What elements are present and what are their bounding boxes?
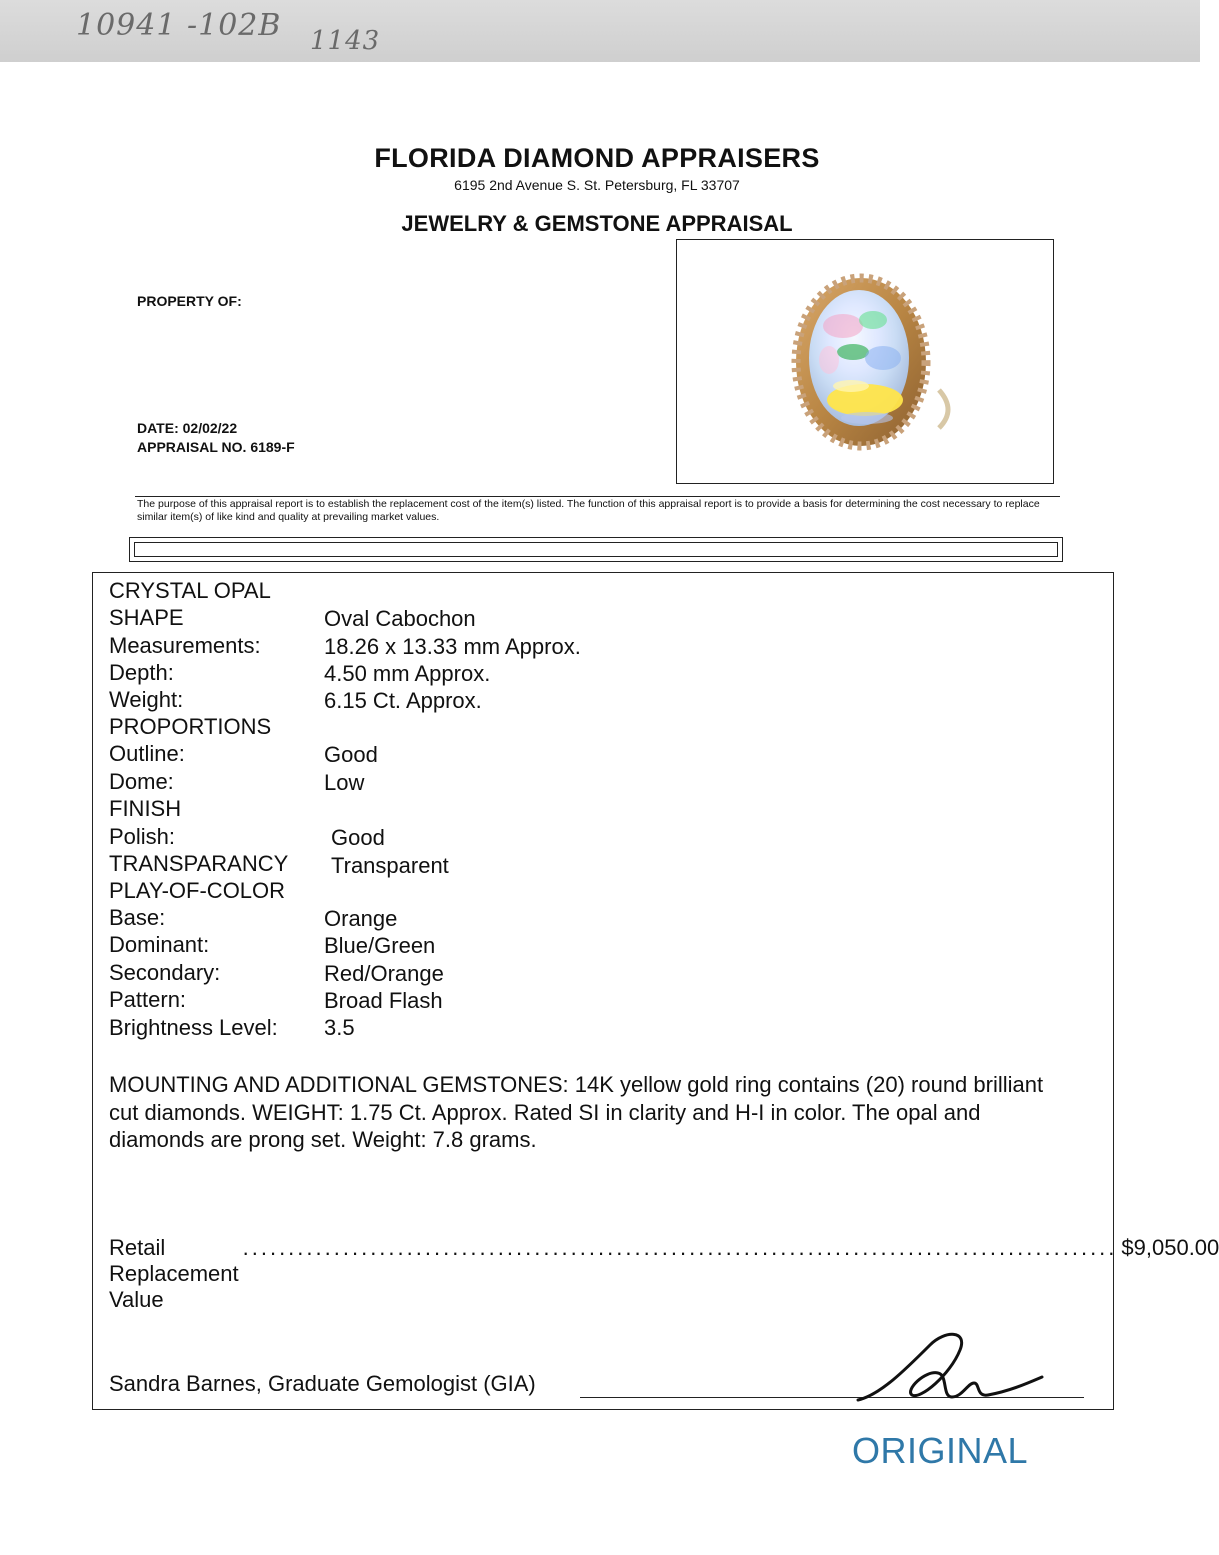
retail-dot-leader: ................................................................................................ (242, 1235, 1118, 1260)
double-rule-bar (129, 537, 1063, 562)
weight-value: 6.15 Ct. Approx. (324, 688, 482, 713)
transparency-value: Transparent (331, 853, 449, 878)
stone-title: CRYSTAL OPAL (109, 578, 271, 603)
handwritten-signature (850, 1325, 1050, 1410)
depth-label: Depth: (109, 660, 174, 685)
ring-photo-frame (676, 239, 1054, 484)
property-of-label: PROPERTY OF: (137, 293, 242, 309)
base-value: Orange (324, 906, 398, 931)
outline-label: Outline: (109, 741, 185, 766)
pattern-label: Pattern: (109, 987, 187, 1012)
dome-value: Low (324, 770, 365, 795)
document-title: JEWELRY & GEMSTONE APPRAISAL (401, 211, 793, 236)
base-label: Base: (109, 905, 166, 930)
pattern-value: Broad Flash (324, 988, 443, 1013)
shape-label: SHAPE (109, 605, 184, 630)
appraisal-date: DATE: 02/02/22 (137, 420, 238, 436)
opal-ring-photo (677, 240, 1053, 483)
proportions-title: PROPORTIONS (109, 714, 272, 739)
retail-value-line (109, 1235, 1219, 1313)
dome-label: Dome: (109, 769, 174, 794)
shape-value: Oval Cabochon (324, 606, 476, 631)
mounting-description: MOUNTING AND ADDITIONAL GEMSTONES: 14K yellow gold ring contains (20) round brilliant cut diamonds. WEIGHT: 1.75 Ct. Approx. Rated SI in clarity and H-I in color. The opal and diamonds are prong set. Weight: 7.8 grams. (109, 1072, 1044, 1152)
original-stamp: ORIGINAL (852, 1430, 1029, 1471)
dominant-label: Dominant: (109, 932, 210, 957)
measurements-label: Measurements: (109, 633, 261, 658)
measurements-value: 18.26 x 13.33 mm Approx. (324, 634, 581, 659)
purpose-statement: The purpose of this appraisal report is to establish the replacement cost of the item(s) listed. The function of this appraisal report is to provide a basis for determining the cost necessary to replace similar item(s) of like kind and quality at prevailing market values. (137, 498, 1040, 523)
dominant-value: Blue/Green (324, 933, 436, 958)
secondary-value: Red/Orange (324, 961, 444, 986)
play-of-color-title: PLAY-OF-COLOR (109, 878, 286, 903)
finish-title: FINISH (109, 796, 182, 821)
appraiser-name: Sandra Barnes, Graduate Gemologist (GIA) (109, 1371, 536, 1396)
polish-label: Polish: (109, 824, 176, 849)
outline-value: Good (324, 742, 378, 767)
secondary-label: Secondary: (109, 960, 221, 985)
company-address: 6195 2nd Avenue S. St. Petersburg, FL 33707 (454, 177, 740, 193)
transparency-label: TRANSPARANCY (109, 851, 289, 876)
weight-label: Weight: (109, 687, 184, 712)
brightness-label: Brightness Level: (109, 1015, 278, 1040)
polish-value: Good (331, 825, 385, 850)
depth-value: 4.50 mm Approx. (324, 661, 491, 686)
handwritten-page-number: 1143 (310, 26, 381, 56)
company-name: FLORIDA DIAMOND APPRAISERS (374, 143, 820, 173)
retail-value-label: Retail Replacement Value (109, 1235, 239, 1312)
purpose-rule (135, 496, 1060, 497)
handwritten-ref-number: 10941 -102B (76, 8, 282, 43)
appraisal-number: APPRAISAL NO. 6189-F (137, 439, 295, 455)
retail-value-amount: $9,050.00 (1121, 1235, 1219, 1260)
brightness-value: 3.5 (324, 1015, 355, 1040)
